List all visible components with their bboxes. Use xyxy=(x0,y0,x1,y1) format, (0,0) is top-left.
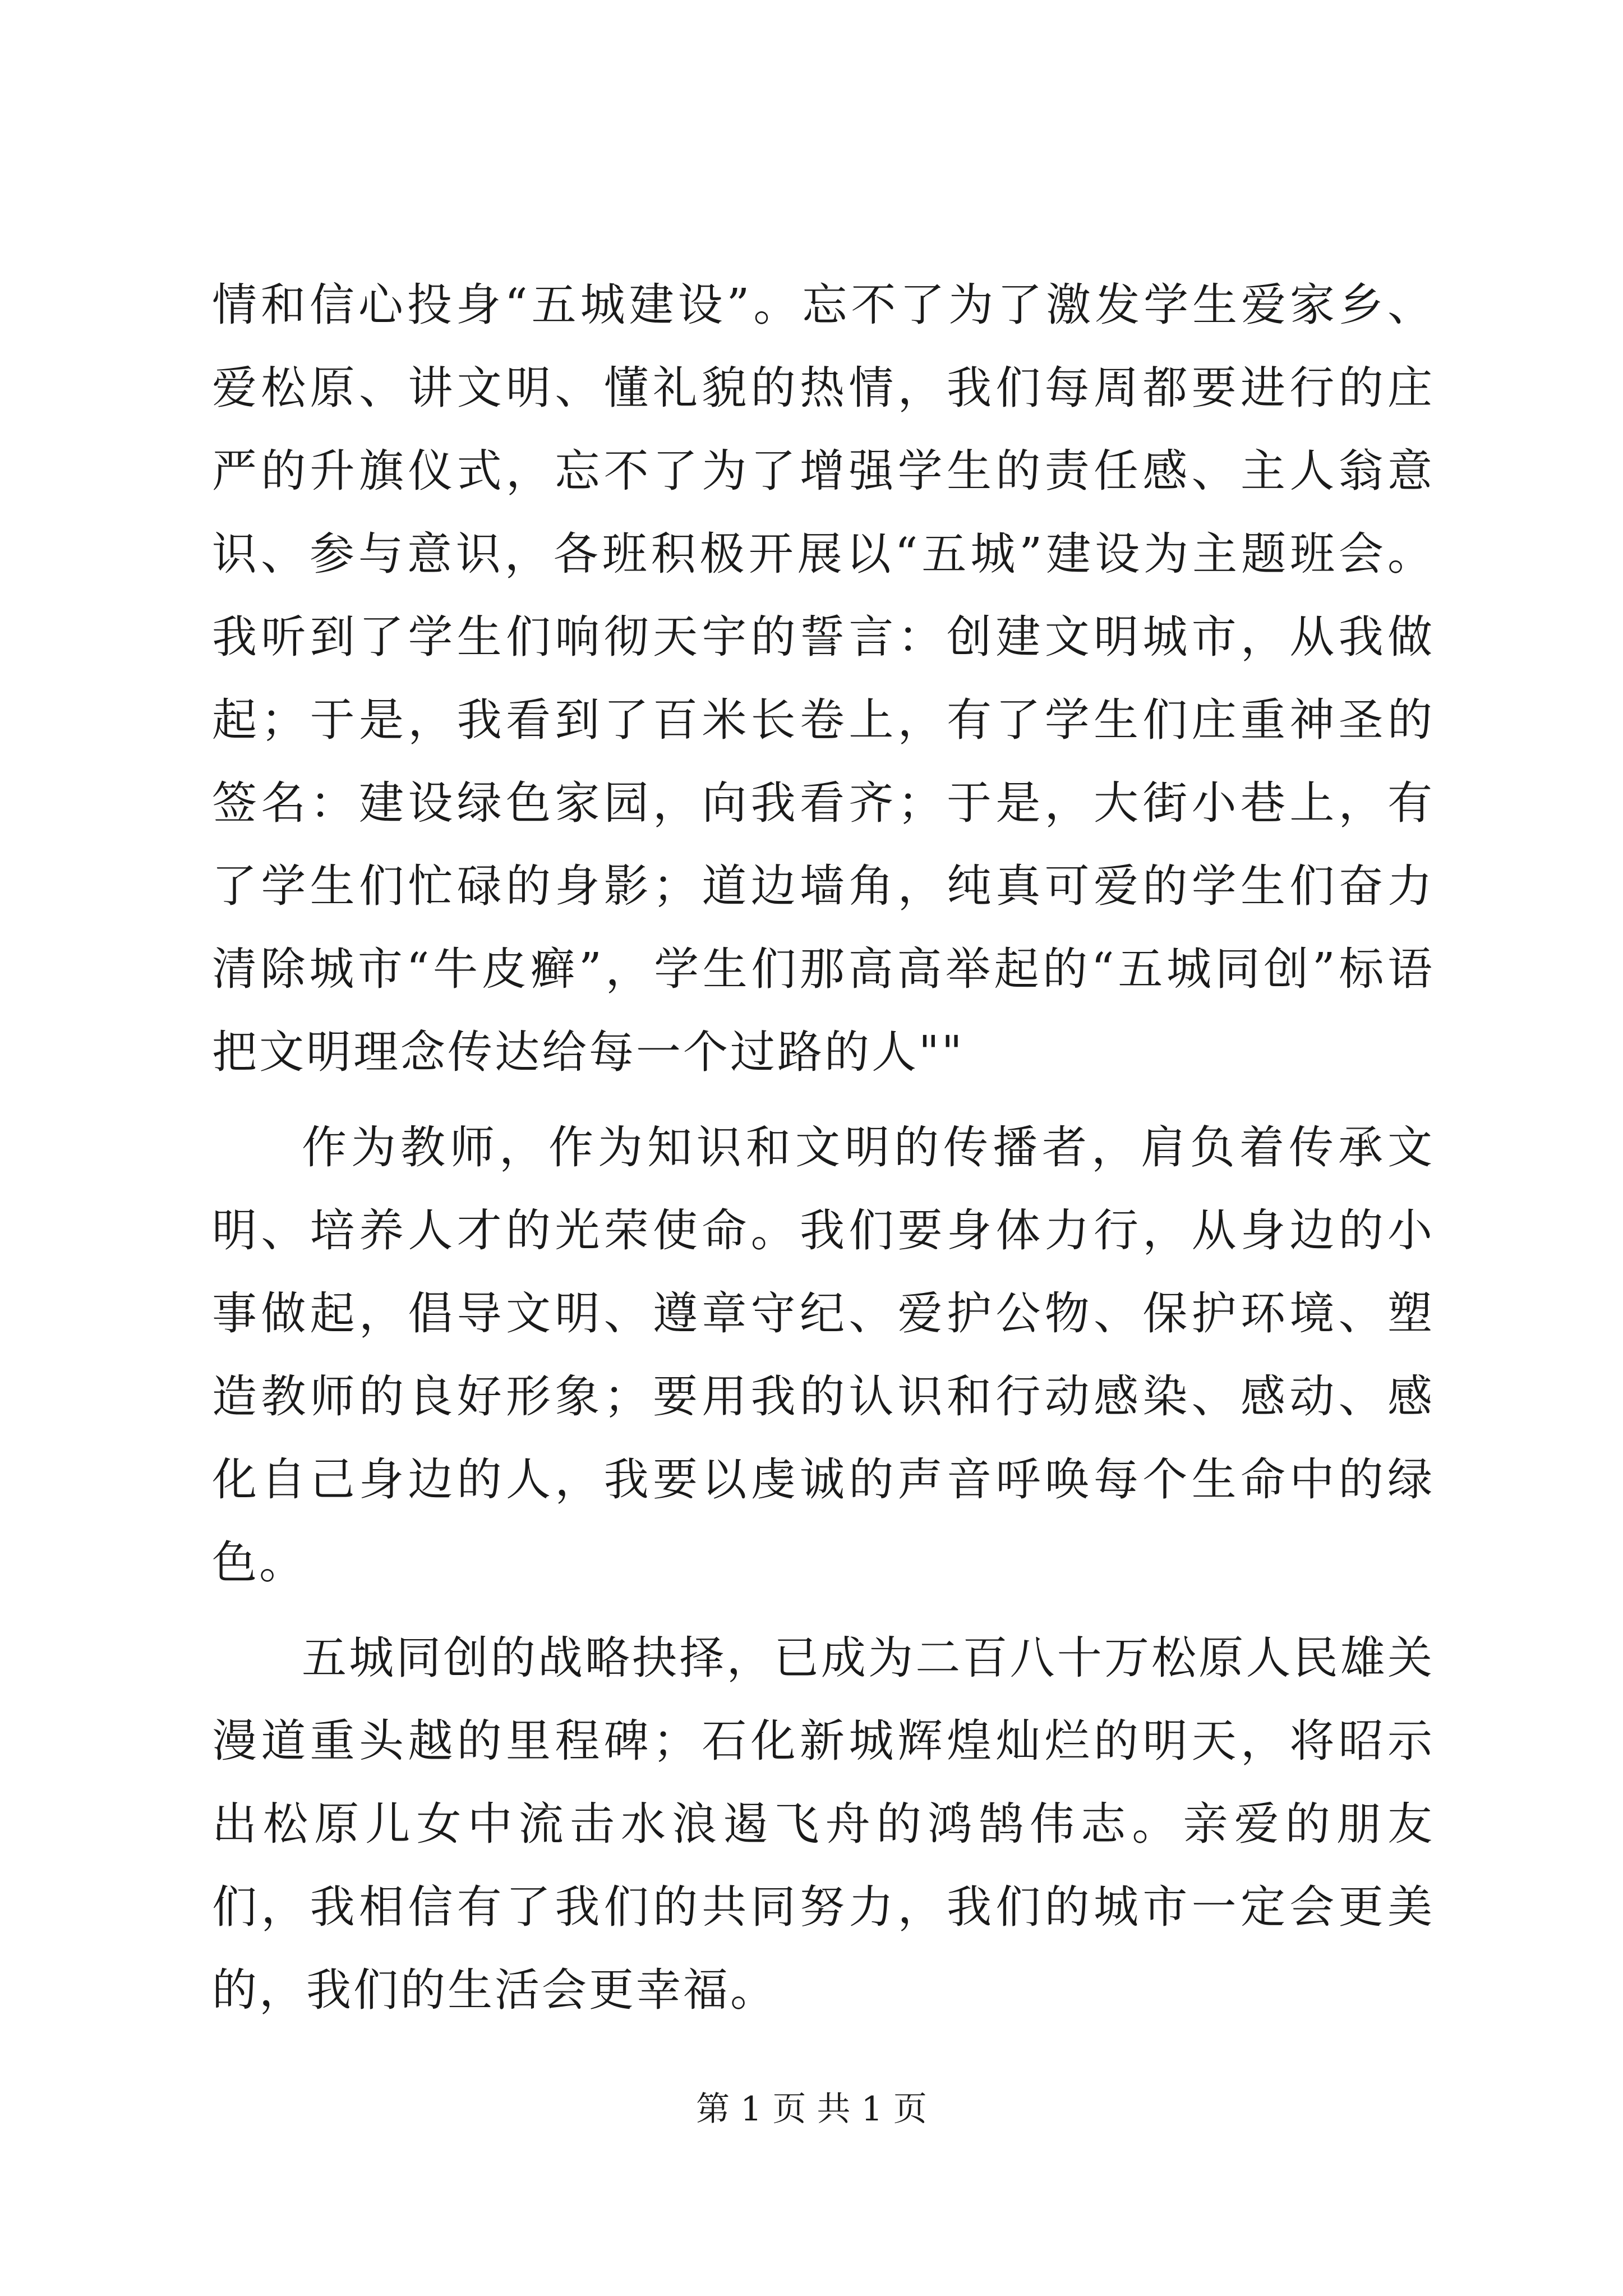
page-footer: 第 1 页 共 1 页 xyxy=(696,2090,927,2129)
body-text xyxy=(212,264,1435,2044)
paragraph-2: 作为教师，作为知识和文明的传播者，肩负着传承文明、培养人才的光荣使命。我们要身体力行，从身边的小事做起，倡导文明、遵章守纪、爱护公物、保护环境、塑造教师的良好形象；要用我的认识和行动感染、感动、感化自己身边的人，我要以虔诚的声音呼唤每个生命中的绿色。 xyxy=(212,1121,1435,1589)
paragraph-3: 五城同创的战略抉择，已成为二百八十万松原人民雄关漫道重头越的里程碑；石化新城辉煌灿烂的明天，将昭示出松原儿女中流击水浪遏飞舟的鸿鹄伟志。亲爱的朋友们，我相信有了我们的共同努力，我们的城市一定会更美的，我们的生活会更幸福。 xyxy=(212,1632,1435,2016)
paragraph-1: 情和信心投身“五城建设”。忘不了为了激发学生爱家乡、爱松原、讲文明、懂礼貌的热情，我们每周都要进行的庄严的升旗仪式，忘不了为了增强学生的责任感、主人翁意识、参与意识，各班积极开展以“五城”建设为主题班会。我听到了学生们响彻天宇的誓言：创建文明城市，从我做起；于是，我看到了百米长卷上，有了学生们庄重神圣的签名：建设绿色家园，向我看齐；于是，大街小巷上，有了学生们忙碌的身影；道边墙角，纯真可爱的学生们奋力清除城市“牛皮癣”，学生们那高高举起的“五城同创”标语把文明理念传达给每一个过路的人"" xyxy=(212,279,1435,1078)
